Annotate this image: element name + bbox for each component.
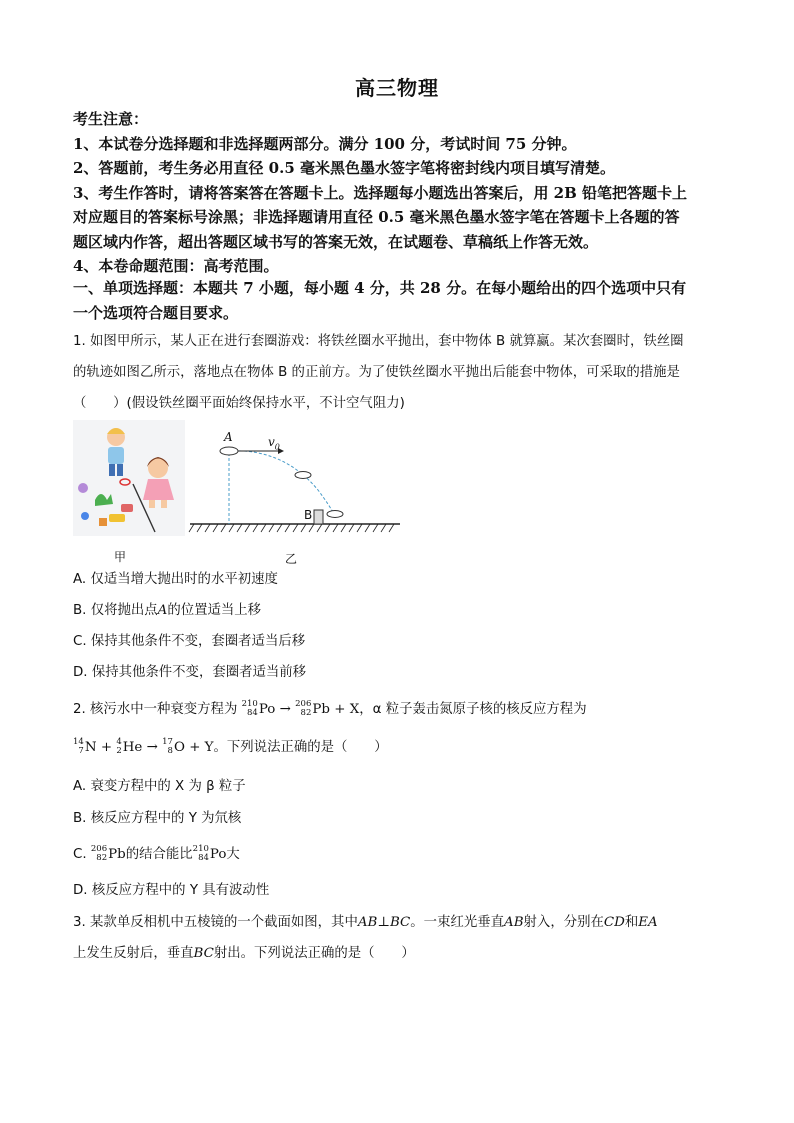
notice-block: [73, 107, 723, 279]
notice-item: 2、答题前，考生务必用直径 0.5 毫米黑色墨水签字笔将密封线内项目填写清楚。: [73, 159, 615, 177]
notice-item: 对应题目的答案标号涂黑；非选择题请用直径 0.5 毫米黑色墨水签字笔在答题卡上各题的答: [73, 208, 680, 226]
question-text: 。下列说法正确的是（ ）: [213, 740, 388, 755]
option-2b: B. 核反应方程中的 Y 为氘核: [73, 811, 242, 826]
question-2-line2: [73, 738, 723, 758]
section-line: 一个选项符合题目要求。: [73, 303, 239, 322]
math-var: EA: [638, 915, 658, 930]
symbol: N: [84, 740, 97, 755]
label-v: v: [268, 435, 275, 449]
symbol: He: [122, 740, 143, 755]
math-var: BC: [389, 915, 411, 930]
nuclide-he: 4 2: [116, 737, 122, 756]
option-text: 的结合能比: [125, 847, 193, 862]
math-var: AB: [357, 915, 378, 930]
question-text: 射出。下列说法正确的是（ ）: [213, 946, 415, 961]
symbol: Po: [209, 847, 227, 862]
nuclide-po: 210 84: [192, 844, 209, 863]
symbol: + X: [334, 702, 360, 717]
math-var: AB: [504, 915, 524, 930]
question-line: 1. 如图甲所示，某人正在进行套圈游戏：将铁丝圈水平抛出，套中物体 B 就算赢。某次套圈时，铁丝圈: [73, 334, 684, 349]
question-line: （ ）(假设铁丝圈平面始终保持水平，不计空气阻力): [73, 396, 405, 411]
notice-item: 3、考生作答时，请将答案答在答题卡上。选择题每小题选出答案后，用 2B 铅笔把答题卡上: [73, 183, 688, 202]
question-text: 射入，分别在: [523, 915, 604, 930]
option-text: 的位置适当上移: [167, 603, 262, 618]
question-3-line1: [73, 913, 723, 933]
notice-item: 4、本卷命题范围：高考范围。: [73, 257, 279, 275]
figure-caption-jia: 甲: [114, 550, 127, 564]
math-var: CD: [603, 915, 625, 930]
label-v0: [268, 435, 280, 451]
label-v-sub: 0: [274, 442, 280, 452]
ring-toss-illustration: [73, 420, 185, 536]
math-var: A: [157, 603, 168, 618]
math-var: BC: [193, 946, 214, 961]
page-title: 高三物理: [355, 76, 439, 100]
notice-item: 题区域内作答，超出答题区域书写的答案无效，在试题卷、草稿纸上作答无效。: [73, 232, 599, 251]
option-2d: D. 核反应方程中的 Y 具有波动性: [73, 883, 270, 898]
question-line: 的轨迹如图乙所示，落地点在物体 B 的正前方。为了使铁丝圈水平抛出后能套中物体，可采取的措施是: [73, 365, 680, 380]
label-object-b: B: [304, 508, 313, 522]
option-1b: [73, 601, 723, 621]
notice-item: 1、本试卷分选择题和非选择题两部分。满分 100 分，考试时间 75 分钟。: [73, 134, 577, 153]
option-text: B. 仅将抛出点: [73, 603, 158, 618]
question-1-text: [73, 326, 723, 419]
symbol: O: [173, 740, 185, 755]
option-1d: D. 保持其他条件不变，套圈者适当前移: [73, 665, 307, 680]
notice-heading: 考生注意：: [73, 110, 149, 128]
symbol: Pb: [108, 847, 126, 862]
symbol: Po: [258, 702, 276, 717]
question-2-line1: [73, 700, 723, 720]
symbol: ⊥: [377, 915, 390, 930]
arrow: →: [146, 740, 158, 755]
option-2a: A. 衰变方程中的 X 为 β 粒子: [73, 779, 246, 794]
option-1c: C. 保持其他条件不变，套圈者适当后移: [73, 634, 306, 649]
trajectory-diagram: [188, 428, 403, 540]
nuclide-pb: 206 82: [90, 844, 108, 863]
question-text: 上发生反射后，垂直: [73, 946, 194, 961]
figure-caption-yi: 乙: [285, 552, 298, 566]
symbol: Pb: [312, 702, 330, 717]
nuclide-n: 14 7: [73, 737, 84, 756]
nuclide-pb: 206 82: [295, 699, 312, 718]
question-text: 2. 核污水中一种衰变方程为: [73, 702, 238, 717]
question-text: 3. 某款单反相机中五棱镜的一个截面如图，其中: [73, 915, 358, 930]
question-text: 和: [624, 915, 639, 930]
option-1a: A. 仅适当增大抛出时的水平初速度: [73, 572, 278, 587]
question-3-line2: [73, 944, 723, 964]
symbol: + Y: [189, 740, 214, 755]
nuclide-o: 17 8: [162, 737, 173, 756]
section-heading: [73, 276, 723, 325]
section-line: 一、单项选择题：本题共 7 小题，每小题 4 分，共 28 分。在每小题给出的四个选项中只有: [73, 279, 687, 297]
question-text: 。一束红光垂直: [410, 915, 505, 930]
option-text: 大: [226, 847, 240, 862]
question-text: ，α 粒子轰击氮原子核的核反应方程为: [359, 702, 587, 717]
option-2c: [73, 845, 723, 865]
arrow: →: [279, 702, 291, 717]
label-point-a: A: [224, 430, 233, 444]
symbol: +: [100, 740, 113, 755]
nuclide-po: 210 84: [241, 699, 258, 718]
option-text: C.: [73, 847, 87, 862]
